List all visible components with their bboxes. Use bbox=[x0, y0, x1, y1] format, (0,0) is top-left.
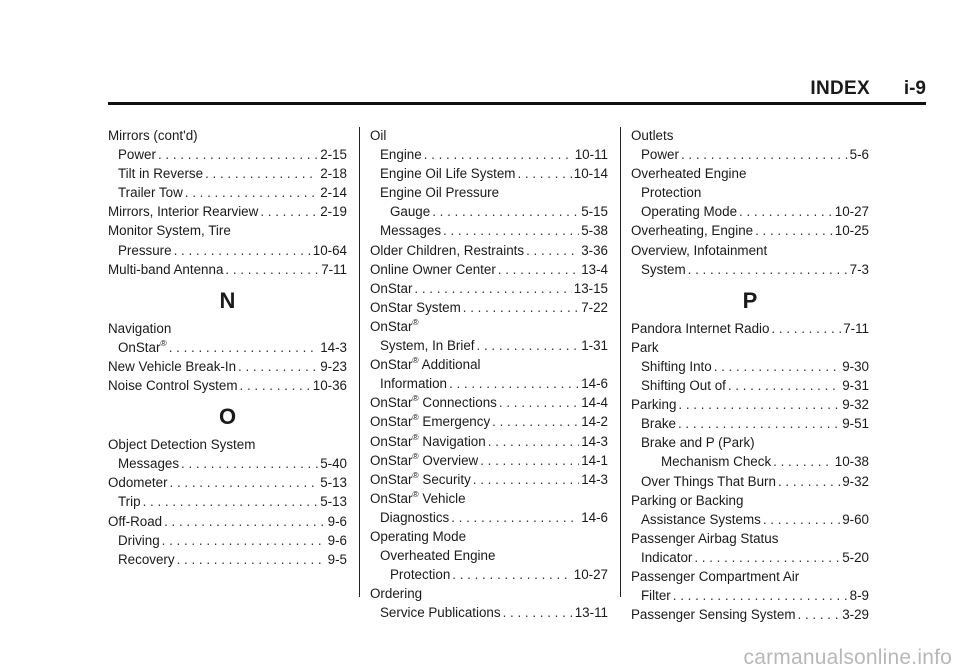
registered-mark: ® bbox=[412, 412, 419, 423]
header-rule bbox=[108, 102, 926, 105]
index-heading: Mirrors (cont'd) bbox=[108, 128, 198, 143]
column-divider-1 bbox=[359, 127, 360, 597]
registered-mark: ® bbox=[412, 469, 419, 480]
index-entry: Parking . . . 9-32 bbox=[631, 395, 869, 414]
index-column-3 bbox=[631, 126, 869, 624]
index-heading: Brake and P (Park) bbox=[641, 435, 755, 451]
index-entry: Passenger Sensing System . . . 3-29 bbox=[631, 605, 869, 624]
registered-mark: ® bbox=[160, 337, 167, 348]
index-entry: Pressure . . . 10-64 bbox=[108, 241, 347, 260]
index-entry: Messages . . . 5-38 bbox=[370, 221, 608, 240]
page-ref[interactable]: 9-23 bbox=[320, 358, 347, 374]
section-letter: P bbox=[742, 287, 758, 313]
index-entry: Tilt in Reverse . . . 2-18 bbox=[108, 164, 347, 183]
index-heading: Navigation bbox=[108, 320, 172, 336]
index-entry: Engine . . . 10-11 bbox=[370, 145, 608, 164]
page-ref[interactable]: 9-32 bbox=[842, 397, 869, 413]
page-ref[interactable]: 3-36 bbox=[581, 242, 608, 258]
index-entry: Odometer . . . 5-13 bbox=[108, 473, 347, 492]
index-entry: New Vehicle Break-In . . . 9-23 bbox=[108, 357, 347, 376]
page-ref[interactable]: 10-38 bbox=[834, 454, 869, 470]
index-entry: Driving . . . 9-6 bbox=[108, 531, 347, 550]
index-entry: OnStar® Overview . . . 14-1 bbox=[370, 451, 608, 470]
index-heading: Overheated Engine bbox=[631, 166, 747, 182]
index-entry: Brake . . . 9-51 bbox=[631, 414, 869, 433]
index-entry: Mirrors, Interior Rearview . . . 2-19 bbox=[108, 202, 347, 221]
page-ref[interactable]: 14-1 bbox=[581, 452, 608, 468]
page-ref[interactable]: 13-4 bbox=[581, 261, 608, 277]
page-ref[interactable]: 10-36 bbox=[312, 378, 347, 394]
page-ref[interactable]: 14-3 bbox=[320, 339, 347, 355]
index-entry: Information . . . 14-6 bbox=[370, 374, 608, 393]
index-entry: System, In Brief . . . 1-31 bbox=[370, 336, 608, 355]
index-entry: Online Owner Center . . . 13-4 bbox=[370, 260, 608, 279]
index-entry: OnStar® . . . 14-3 bbox=[108, 338, 347, 357]
index-heading: Parking or Backing bbox=[631, 492, 744, 508]
index-entry: OnStar® Security . . . 14-3 bbox=[370, 470, 608, 489]
page-ref[interactable]: 10-11 bbox=[574, 147, 608, 163]
page-ref[interactable]: 14-3 bbox=[581, 433, 608, 449]
index-entry: Off-Road . . . 9-6 bbox=[108, 512, 347, 531]
index-entry: Power . . . 2-15 bbox=[108, 145, 347, 164]
header-title: INDEX bbox=[810, 78, 870, 99]
index-heading: OnStar® Vehicle bbox=[370, 488, 466, 506]
index-entry: OnStar® Emergency . . . 14-2 bbox=[370, 412, 608, 431]
index-heading: OnStar® bbox=[370, 316, 419, 334]
page-ref[interactable]: 9-6 bbox=[327, 513, 347, 529]
index-entry: OnStar . . . 13-15 bbox=[370, 279, 608, 298]
page-ref[interactable]: 3-29 bbox=[842, 607, 869, 623]
registered-mark: ® bbox=[412, 393, 419, 404]
registered-mark: ® bbox=[412, 450, 419, 461]
page-ref[interactable]: 2-15 bbox=[320, 147, 347, 163]
page-ref[interactable]: 9-32 bbox=[842, 473, 869, 489]
index-entry: Trailer Tow . . . 2-14 bbox=[108, 183, 347, 202]
index-heading: Overheated Engine bbox=[380, 548, 496, 564]
index-heading: Operating Mode bbox=[370, 528, 467, 544]
page-ref[interactable]: 5-13 bbox=[320, 475, 347, 491]
registered-mark: ® bbox=[412, 355, 419, 366]
index-entry: Overheating, Engine . . . 10-25 bbox=[631, 221, 869, 240]
header-page-number: i-9 bbox=[903, 78, 926, 99]
page-ref[interactable]: 10-27 bbox=[573, 567, 608, 583]
page-header bbox=[0, 0, 960, 106]
index-heading: Ordering bbox=[370, 586, 423, 602]
page-ref[interactable]: 5-13 bbox=[320, 494, 347, 510]
index-entry: Diagnostics . . . 14-6 bbox=[370, 508, 608, 527]
index-entry: System . . . 7-3 bbox=[631, 260, 869, 279]
index-entry: Multi-band Antenna . . . 7-11 bbox=[108, 260, 347, 279]
page-ref[interactable]: 2-14 bbox=[320, 185, 347, 201]
index-heading: Object Detection System bbox=[108, 437, 256, 453]
page-ref[interactable]: 1-31 bbox=[581, 338, 608, 354]
page-ref[interactable]: 10-64 bbox=[312, 242, 347, 258]
index-entry: Indicator . . . 5-20 bbox=[631, 548, 869, 567]
index-entry: Power . . . 5-6 bbox=[631, 145, 869, 164]
index-entry: Shifting Into . . . 9-30 bbox=[631, 357, 869, 376]
index-heading: Passenger Compartment Air bbox=[631, 568, 800, 584]
index-entry: Mechanism Check . . . 10-38 bbox=[631, 452, 869, 471]
index-heading: Engine Oil Pressure bbox=[380, 185, 500, 201]
index-entry: Over Things That Burn . . . 9-32 bbox=[631, 472, 869, 491]
page-ref[interactable]: 14-6 bbox=[581, 509, 608, 525]
index-entry: Recovery . . . 9-5 bbox=[108, 550, 347, 569]
index-entry: Engine Oil Life System . . . 10-14 bbox=[370, 164, 608, 183]
page-ref[interactable]: 9-51 bbox=[842, 416, 869, 432]
page-ref[interactable]: 7-22 bbox=[581, 299, 608, 315]
index-entry: Operating Mode . . . 10-27 bbox=[631, 202, 869, 221]
index-entry: OnStar System . . . 7-22 bbox=[370, 298, 608, 317]
index-heading: Park bbox=[631, 339, 659, 355]
watermark: carmanualsonline.info bbox=[743, 646, 952, 669]
index-entry: Trip . . . 5-13 bbox=[108, 492, 347, 511]
index-heading: Overview, Infotainment bbox=[631, 242, 768, 258]
column-divider-2 bbox=[620, 127, 621, 597]
page-ref[interactable]: 2-18 bbox=[320, 166, 347, 182]
page-ref[interactable]: 8-9 bbox=[849, 588, 869, 604]
page-ref[interactable]: 9-60 bbox=[842, 511, 869, 527]
page-ref[interactable]: 9-31 bbox=[842, 378, 869, 394]
index-column-1 bbox=[108, 126, 347, 569]
page-ref[interactable]: 14-4 bbox=[581, 395, 608, 411]
index-entry: Assistance Systems . . . 9-60 bbox=[631, 510, 869, 529]
page-ref[interactable]: 9-30 bbox=[842, 358, 869, 374]
index-entry: Pandora Internet Radio . . . 7-11 bbox=[631, 319, 869, 338]
page-ref[interactable]: 5-15 bbox=[581, 204, 608, 220]
index-entry: Protection . . . 10-27 bbox=[370, 565, 608, 584]
index-heading: OnStar® Additional bbox=[370, 355, 481, 373]
page-ref[interactable]: 7-11 bbox=[843, 320, 869, 336]
page-ref[interactable]: 10-27 bbox=[834, 204, 869, 220]
page-ref[interactable]: 7-11 bbox=[321, 261, 347, 277]
page-ref[interactable]: 14-2 bbox=[581, 414, 608, 430]
page-ref[interactable]: 10-14 bbox=[573, 166, 608, 182]
page-ref[interactable]: 14-3 bbox=[581, 471, 608, 487]
page-ref[interactable]: 5-38 bbox=[581, 223, 608, 239]
registered-mark: ® bbox=[412, 488, 419, 499]
index-entry: OnStar® Connections . . . 14-4 bbox=[370, 393, 608, 412]
page-ref[interactable]: 10-25 bbox=[834, 223, 869, 239]
page-ref[interactable]: 5-20 bbox=[842, 549, 869, 565]
page-ref[interactable]: 7-3 bbox=[849, 261, 869, 277]
index-entry: Shifting Out of . . . 9-31 bbox=[631, 376, 869, 395]
section-letter: N bbox=[219, 287, 236, 313]
index-entry: Gauge . . . 5-15 bbox=[370, 202, 608, 221]
index-entry: Older Children, Restraints . . . 3-36 bbox=[370, 241, 608, 260]
index-heading: Protection bbox=[641, 185, 702, 201]
index-entry: Messages . . . 5-40 bbox=[108, 454, 347, 473]
page-ref[interactable]: 9-5 bbox=[327, 551, 347, 567]
registered-mark: ® bbox=[412, 316, 419, 327]
page-ref[interactable]: 2-19 bbox=[320, 204, 347, 220]
index-heading: Outlets bbox=[631, 128, 674, 143]
index-entry: OnStar® Navigation . . . 14-3 bbox=[370, 432, 608, 451]
index-heading: Passenger Airbag Status bbox=[631, 530, 779, 546]
index-column-2 bbox=[370, 126, 608, 622]
registered-mark: ® bbox=[412, 431, 419, 442]
index-heading: Monitor System, Tire bbox=[108, 223, 231, 239]
index-heading: Oil bbox=[370, 128, 387, 143]
page-ref[interactable]: 13-15 bbox=[573, 280, 608, 296]
index-entry: Service Publications . . . 13-11 bbox=[370, 603, 608, 622]
page-ref[interactable]: 13-11 bbox=[574, 605, 608, 621]
page-ref[interactable]: 5-40 bbox=[320, 456, 347, 472]
page-ref[interactable]: 14-6 bbox=[581, 376, 608, 392]
page-ref[interactable]: 9-6 bbox=[327, 532, 347, 548]
page-ref[interactable]: 5-6 bbox=[849, 147, 869, 163]
index-entry: Noise Control System . . . 10-36 bbox=[108, 376, 347, 395]
section-letter: O bbox=[218, 404, 237, 430]
index-entry: Filter . . . 8-9 bbox=[631, 586, 869, 605]
